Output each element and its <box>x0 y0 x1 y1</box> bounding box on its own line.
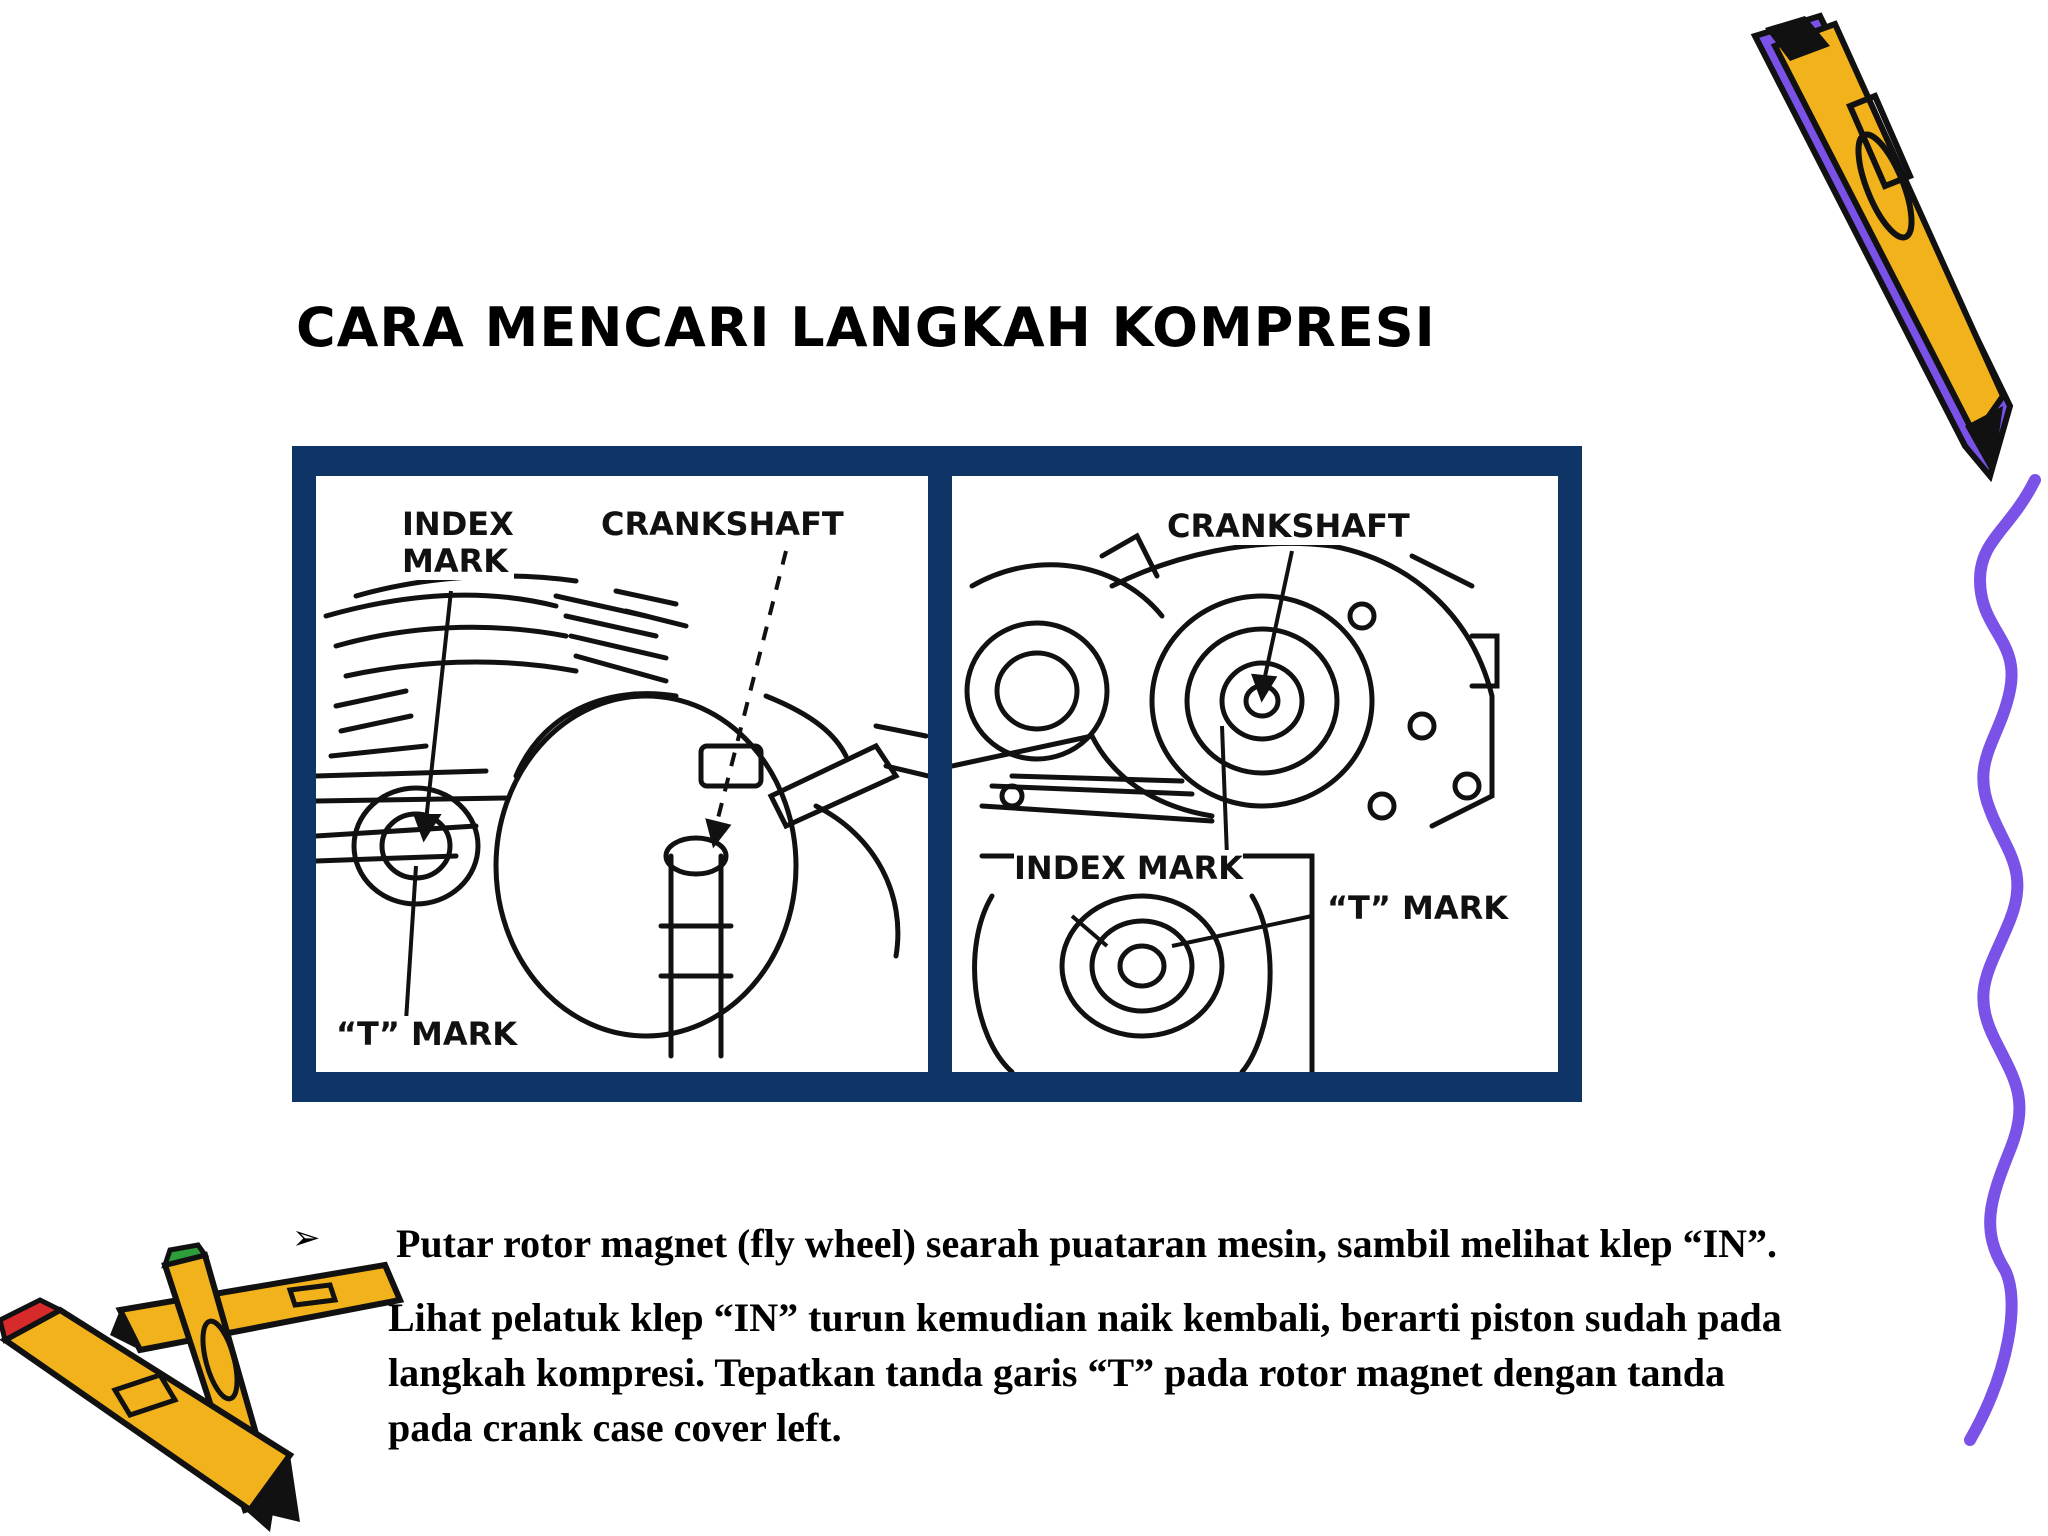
right-index-mark-label: INDEX MARK <box>1014 849 1243 887</box>
left-crankshaft-label: CRANKSHAFT <box>601 505 844 543</box>
engine-diagram-figure <box>292 446 1582 1102</box>
bullet-line-2: Lihat pelatuk klep “IN” turun kemudian naik kembali, berarti piston sudah pada <box>388 1295 1782 1340</box>
right-diagram-panel <box>952 476 1558 1072</box>
arrowhead-bullet-icon: ➢ <box>292 1218 321 1258</box>
squiggle-line-icon <box>1950 470 2048 1450</box>
bullet-paragraph <box>388 1290 2008 1455</box>
bullet-line-1: Putar rotor magnet (fly wheel) searah puataran mesin, sambil melihat klep “IN”. <box>396 1221 1778 1266</box>
right-t-mark-label: “T” MARK <box>1327 889 1509 927</box>
left-diagram-panel <box>316 476 928 1072</box>
left-t-mark-label: “T” MARK <box>336 1015 518 1053</box>
pencil-icon <box>1735 6 2035 486</box>
index-mark-line1: INDEX <box>402 505 514 543</box>
pencils-icon <box>0 1240 420 1536</box>
left-index-mark-label <box>402 506 514 580</box>
right-engine-drawing <box>952 476 1558 1072</box>
index-mark-line2: MARK <box>402 541 509 580</box>
right-crankshaft-label: CRANKSHAFT <box>1167 507 1410 545</box>
bullet-line-4: pada crank case cover left. <box>388 1405 842 1450</box>
slide-title: CARA MENCARI LANGKAH KOMPRESI <box>296 296 1436 359</box>
bullet-line-3: langkah kompresi. Tepatkan tanda garis “T” pada rotor magnet dengan tanda <box>388 1350 1725 1395</box>
